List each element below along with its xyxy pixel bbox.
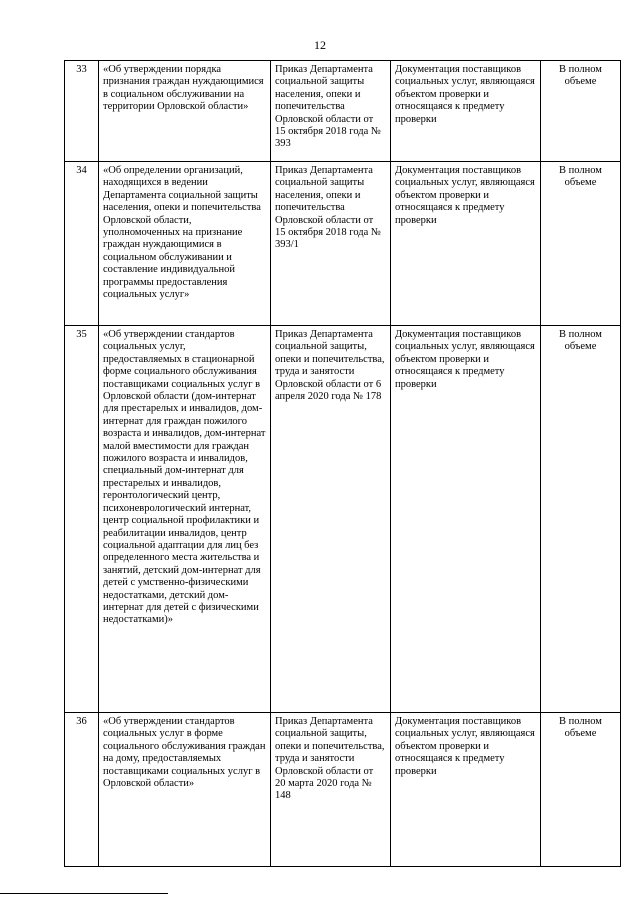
inspection-scope: В полном объеме [541, 61, 621, 162]
table-row [65, 713, 621, 867]
document-title: «Об определении организаций, находящихся в ведении Департамента социальной защиты населения, опеки и попечительства Орловской области, уполномоченных на признание граждан нуждающимися в социальном обслуживании и составление индивидуальной программы предоставления социальных услуг» [99, 162, 271, 326]
inspection-scope: В полном объеме [541, 162, 621, 326]
regulations-table [64, 60, 621, 867]
inspection-documents: Документация поставщиков социальных услуг, являющаяся объектом проверки и относящаяся к предмету проверки [391, 162, 541, 326]
table-row [65, 162, 621, 326]
legal-act: Приказ Департамента социальной защиты населения, опеки и попечительства Орловской области от 15 октября 2018 года № 393/1 [271, 162, 391, 326]
footer-divider [0, 893, 168, 894]
document-title: «Об утверждении стандартов социальных услуг в форме социального обслуживания граждан на дому, предоставляемых поставщиками социальных услуг в Орловской области» [99, 713, 271, 867]
table-row [65, 61, 621, 162]
inspection-documents: Документация поставщиков социальных услуг, являющаяся объектом проверки и относящаяся к предмету проверки [391, 61, 541, 162]
table-row [65, 326, 621, 713]
document-title: «Об утверждении порядка признания граждан нуждающимися в социальном обслуживании на территории Орловской области» [99, 61, 271, 162]
inspection-scope: В полном объеме [541, 326, 621, 713]
page-number: 12 [314, 38, 326, 52]
row-number: 35 [65, 326, 99, 713]
inspection-documents: Документация поставщиков социальных услуг, являющаяся объектом проверки и относящаяся к предмету проверки [391, 326, 541, 713]
inspection-documents: Документация поставщиков социальных услуг, являющаяся объектом проверки и относящаяся к предмету проверки [391, 713, 541, 867]
legal-act: Приказ Департамента социальной защиты населения, опеки и попечительства Орловской области от 15 октября 2018 года № 393 [271, 61, 391, 162]
row-number: 34 [65, 162, 99, 326]
document-title: «Об утверждении стандартов социальных услуг, предоставляемых в стационарной форме социального обслуживания поставщиками социальных услуг в Орловской области (дом-интернат для престарелых и инвалидов, дом-интернат для граждан пожилого возраста и инвалидов, дом-интернат малой вместимости для граждан пожилого возраста и инвалидов, специальный дом-интернат для престарелых и инвалидов, геронтологический центр, психоневрологический интернат, центр социальной профилактики и реабилитации инвалидов, центр социальной адаптации для лиц без определенного места жительства и занятий, детский дом-интернат для детей с умственно-физическими недостатками, детский дом-интернат для детей с физическими недостатками)» [99, 326, 271, 713]
row-number: 36 [65, 713, 99, 867]
inspection-scope: В полном объеме [541, 713, 621, 867]
row-number: 33 [65, 61, 99, 162]
legal-act: Приказ Департамента социальной защиты, опеки и попечительства, труда и занятости Орловской области от 6 апреля 2020 года № 178 [271, 326, 391, 713]
legal-act: Приказ Департамента социальной защиты, опеки и попечительства, труда и занятости Орловской области от 20 марта 2020 года № 148 [271, 713, 391, 867]
